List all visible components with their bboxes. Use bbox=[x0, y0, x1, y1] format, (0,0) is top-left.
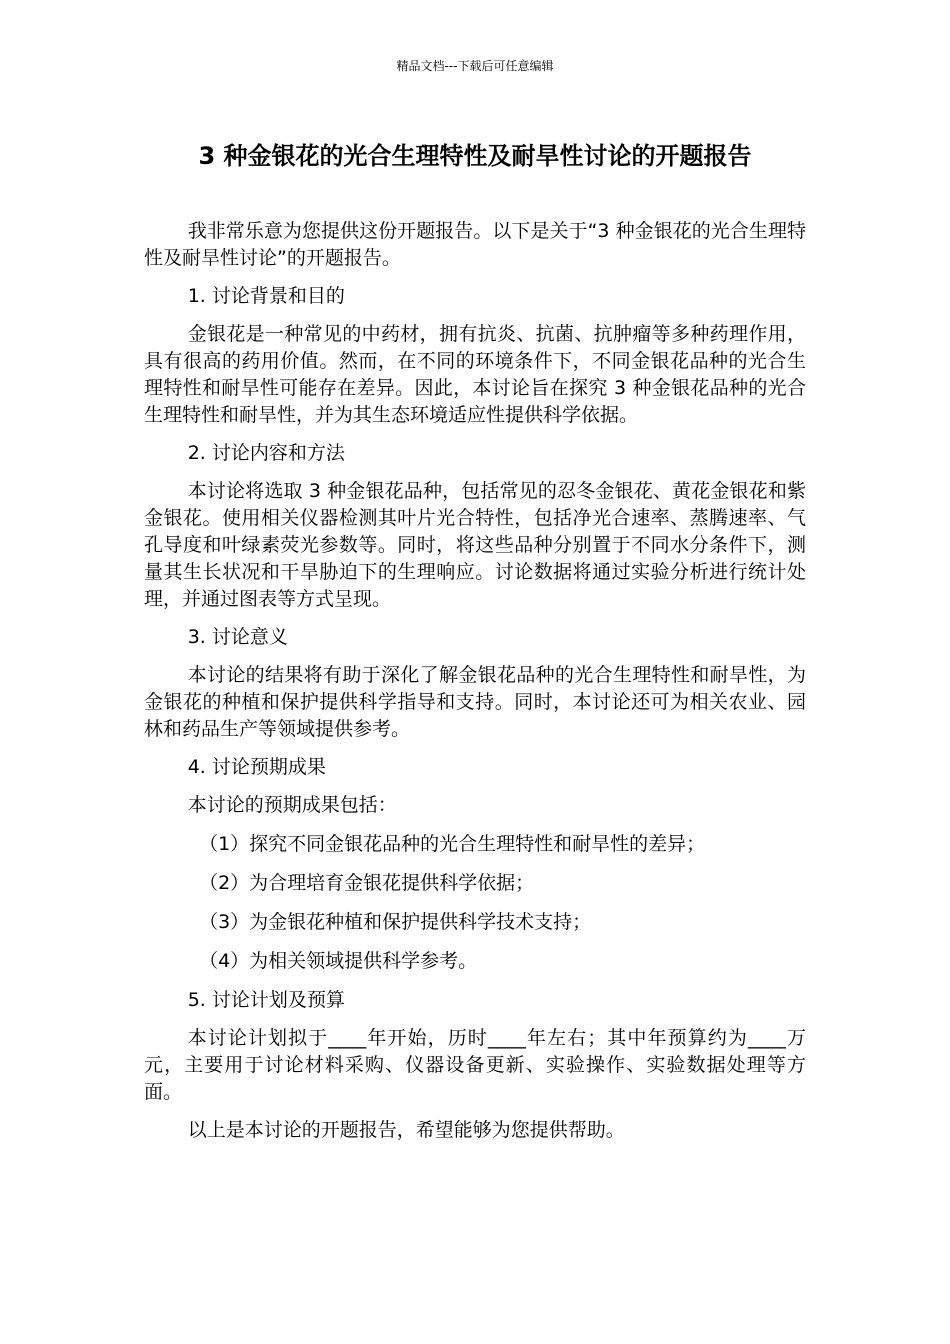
outcome-item: （3）为金银花种植和保护提供科学技术支持； bbox=[199, 911, 592, 933]
section-heading-background: 1. 讨论背景和目的 bbox=[187, 285, 345, 307]
outcome-item: （1）探究不同金银花品种的光合生理特性和耐旱性的差异； bbox=[199, 833, 706, 855]
section-paragraph-methods: 本讨论将选取 3 种金银花品种，包括常见的忍冬金银花、黄花金银花和紫金银花。使用相关仪器检测其叶片光合特性，包括净光合速率、蒸腾速率、气孔导度和叶绿素荧光参数等。同时，将这些品种分别置于不同水分条件下，测量其生长状况和干旱胁迫下的生理响应。讨论数据将通过实验分析进行统计处理，并通过图表等方式呈现。 bbox=[144, 480, 806, 610]
header-note: 精品文档---下载后可任意编辑 bbox=[396, 59, 554, 73]
outcomes-intro: 本讨论的预期成果包括： bbox=[187, 794, 397, 816]
section-heading-outcomes: 4. 讨论预期成果 bbox=[187, 756, 326, 778]
intro-paragraph: 我非常乐意为您提供这份开题报告。以下是关于“3 种金银花的光合生理特性及耐旱性讨论”的开题报告。 bbox=[144, 220, 806, 269]
outcome-item: （2）为合理培育金银花提供科学依据； bbox=[199, 872, 535, 894]
section-heading-significance: 3. 讨论意义 bbox=[187, 626, 288, 648]
document-title: 3 种金银花的光合生理特性及耐旱性讨论的开题报告 bbox=[198, 142, 752, 170]
section-paragraph-significance: 本讨论的结果将有助于深化了解金银花品种的光合生理特性和耐旱性，为金银花的种植和保护提供科学指导和支持。同时，本讨论还可为相关农业、园林和药品生产等领域提供参考。 bbox=[144, 664, 806, 740]
closing-paragraph: 以上是本讨论的开题报告，希望能够为您提供帮助。 bbox=[187, 1119, 625, 1141]
section-heading-methods: 2. 讨论内容和方法 bbox=[187, 442, 345, 464]
section-paragraph-background: 金银花是一种常见的中药材，拥有抗炎、抗菌、抗肿瘤等多种药理作用，具有很高的药用价值。然而，在不同的环境条件下，不同金银花品种的光合生理特性和耐旱性可能存在差异。因此，本讨论旨在探究 3 种金银花品种的光合生理特性和耐旱性，并为其生态环境适应性提供科学依据。 bbox=[144, 323, 806, 426]
section-paragraph-plan: 本讨论计划拟于____年开始，历时____年左右；其中年预算约为____万元，主要用于讨论材料采购、仪器设备更新、实验操作、实验数据处理等方面。 bbox=[144, 1027, 806, 1103]
section-heading-plan: 5. 讨论计划及预算 bbox=[187, 989, 345, 1011]
outcome-item: （4）为相关领域提供科学参考。 bbox=[199, 950, 478, 972]
document-body bbox=[144, 218, 806, 1155]
